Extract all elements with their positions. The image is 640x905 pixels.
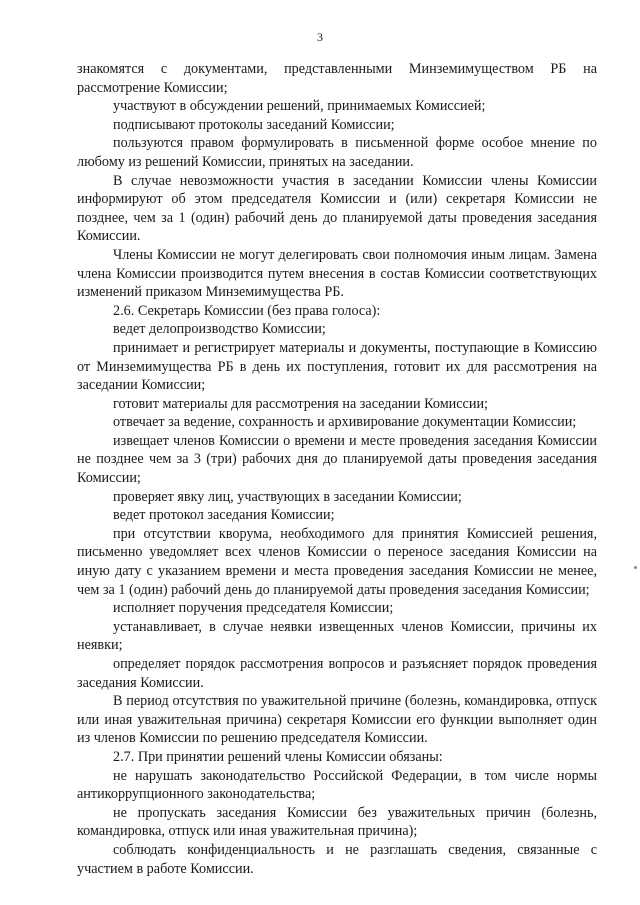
paragraph: определяет порядок рассмотрения вопросов и разъясняет порядок проведения заседания Комиссии. xyxy=(77,656,597,691)
paragraph: Члены Комиссии не могут делегировать свои полномочия иным лицам. Замена члена Комиссии производится путем внесения в состав Комиссии соответствующих изменений приказом Минземимущества РБ. xyxy=(77,246,597,301)
paragraph: В случае невозможности участия в заседании Комиссии члены Комиссии информируют об этом председателя Комиссии и (или) секретаря Комиссии не позднее, чем за 1 (один) рабочий день до планируемой даты проведения заседания Комиссии. xyxy=(77,172,597,245)
paragraph: знакомятся с документами, представленными Минземимуществом РБ на рассмотрение Комиссии; xyxy=(77,61,597,96)
page-number: 3 xyxy=(317,30,323,44)
paragraph: исполняет поручения председателя Комиссии; xyxy=(113,600,394,617)
paragraph: при отсутствии кворума, необходимого для принятия Комиссией решения, письменно уведомляет всех членов Комиссии о переносе заседания Комиссии на иную дату с указанием времени и места проведения заседания Комиссии не менее, чем за 1 (один) рабочий день до планируемой даты проведения заседания Комиссии; xyxy=(77,525,597,598)
paragraph: пользуются правом формулировать в письменной форме особое мнение по любому из решений Комиссии, принятых на заседании. xyxy=(77,135,597,170)
paragraph: участвуют в обсуждении решений, принимаемых Комиссией; xyxy=(113,98,486,115)
paragraph: В период отсутствия по уважительной причине (болезнь, командировка, отпуск или иная уважительная причина) секретаря Комиссии его функции выполняет один из членов Комиссии по решению председателя Комиссии. xyxy=(77,693,597,747)
paragraph: подписывают протоколы заседаний Комиссии; xyxy=(113,116,395,133)
paragraph: не пропускать заседания Комиссии без уважительных причин (болезнь, командировка, отпуск или иная уважительная причина); xyxy=(77,804,597,840)
paragraph: принимает и регистрирует материалы и документы, поступающие в Комиссию от Минземимущества РБ в день их поступления, готовит их для рассмотрения на заседании Комиссии; xyxy=(77,339,597,394)
section-heading: 2.6. Секретарь Комиссии (без права голоса): xyxy=(113,302,381,319)
scan-artifact-dot xyxy=(634,566,637,569)
paragraph: устанавливает, в случае неявки извещенных членов Комиссии, причины их неявки; xyxy=(77,618,597,654)
paragraph: извещает членов Комиссии о времени и месте проведения заседания Комиссии не позднее чем за 3 (три) рабочих дня до планируемой даты проведения заседания Комиссии; xyxy=(77,432,597,487)
paragraph: ведет делопроизводство Комиссии; xyxy=(113,321,326,338)
document-body xyxy=(77,60,597,878)
paragraph: ведет протокол заседания Комиссии; xyxy=(113,507,335,524)
paragraph: отвечает за ведение, сохранность и архивирование документации Комиссии; xyxy=(113,414,577,431)
paragraph: готовит материалы для рассмотрения на заседании Комиссии; xyxy=(113,395,488,412)
section-heading: 2.7. При принятии решений члены Комиссии обязаны: xyxy=(113,748,443,765)
paragraph: не нарушать законодательство Российской Федерации, в том числе нормы антикоррупционного законодательства; xyxy=(77,767,597,803)
paragraph: соблюдать конфиденциальность и не разглашать сведения, связанные с участием в работе Комиссии. xyxy=(77,841,597,877)
paragraph: проверяет явку лиц, участвующих в заседании Комиссии; xyxy=(113,488,462,505)
